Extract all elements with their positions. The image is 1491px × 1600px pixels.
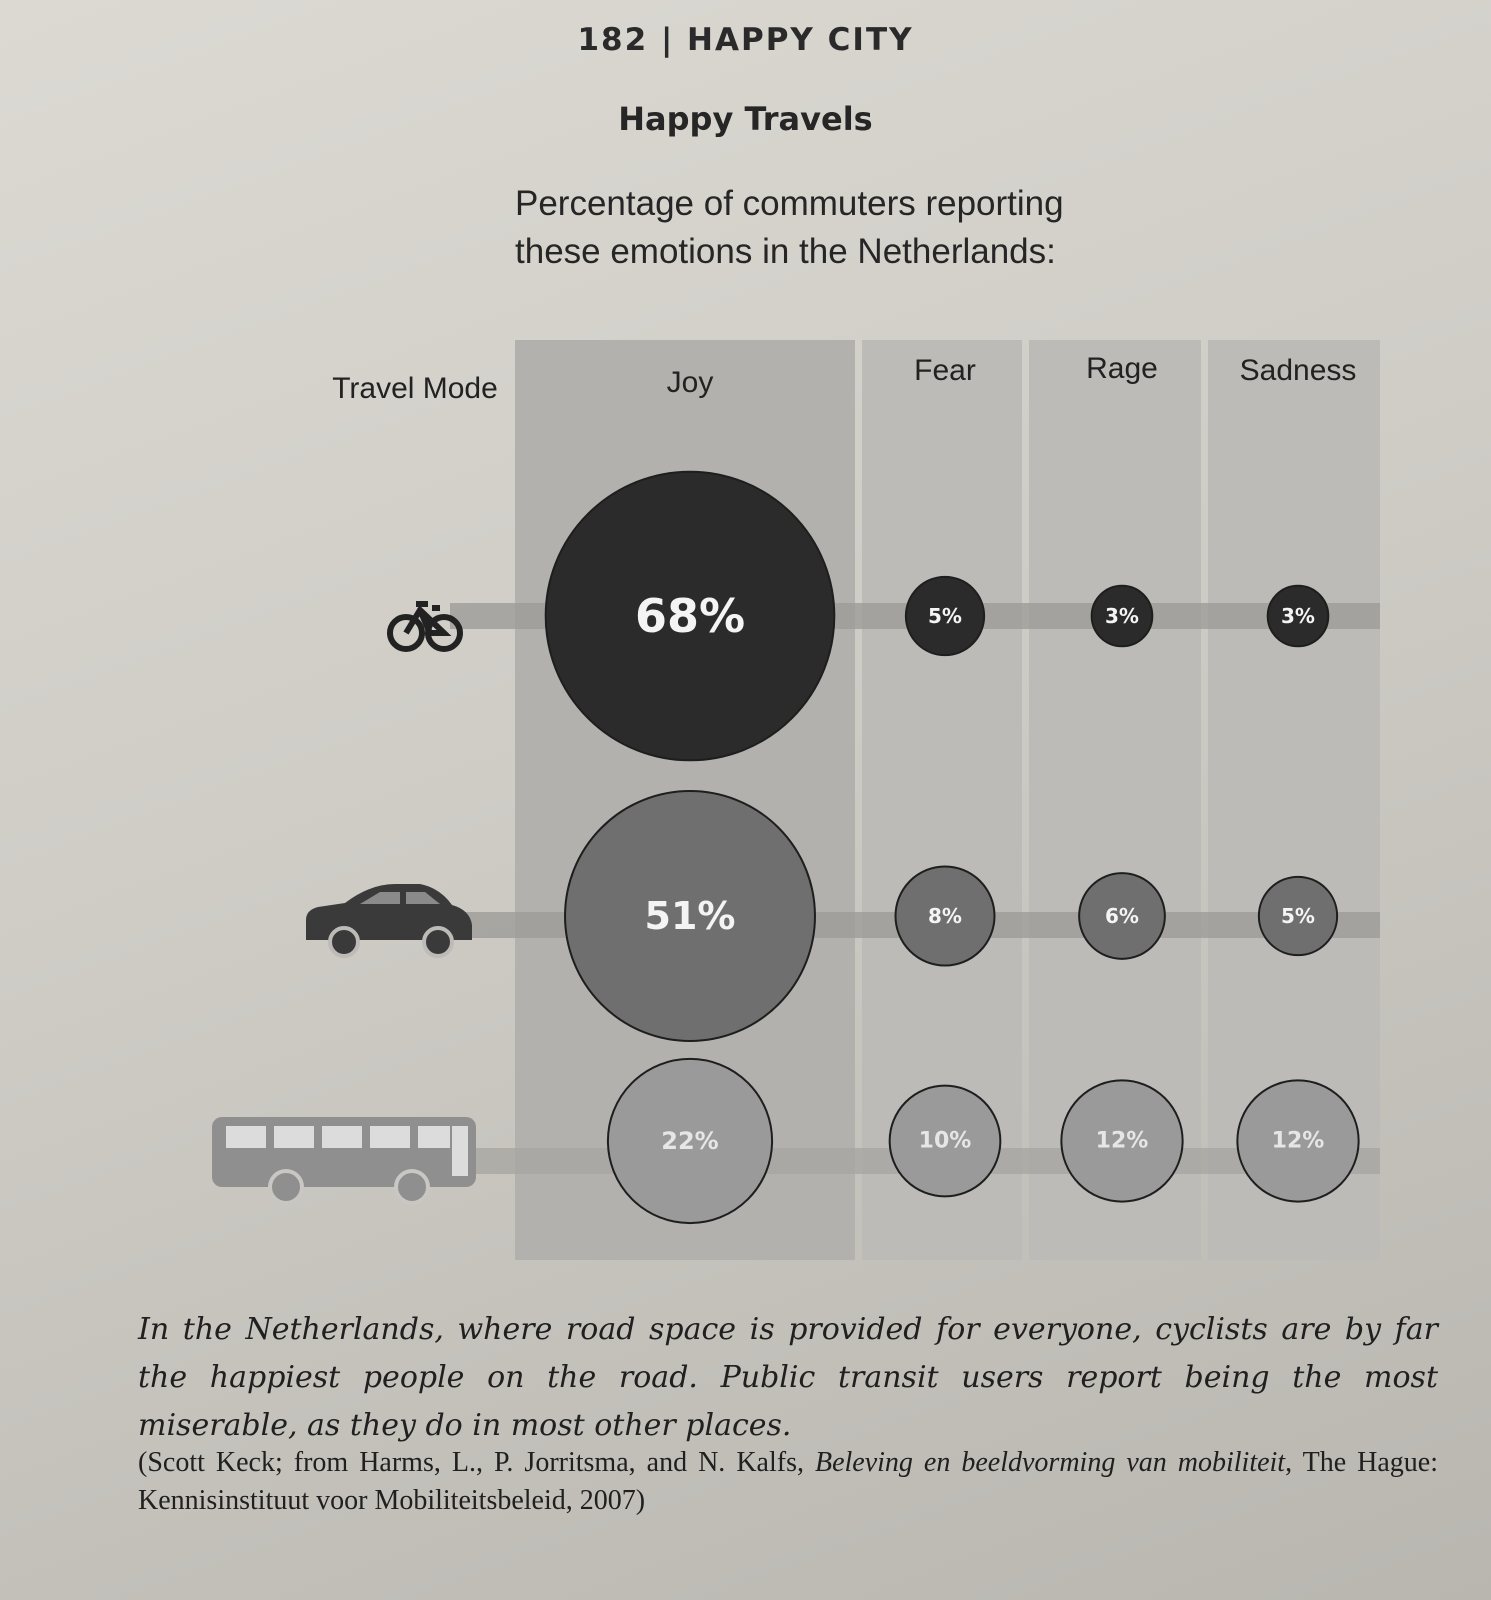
running-head: 182 | HAPPY CITY (577, 22, 914, 58)
subtitle-line-1: Percentage of commuters reporting (515, 184, 1064, 223)
bubble-label-bus-rage: 12% (1095, 1128, 1149, 1154)
bubble-label-bus-joy: 22% (661, 1127, 719, 1155)
credit-book-title: Beleving en beeldvorming van mobiliteit (814, 1447, 1286, 1478)
bubble-label-car-joy: 51% (644, 894, 736, 938)
bubble-label-car-fear: 8% (928, 904, 962, 928)
bubble-label-car-sadness: 5% (1281, 904, 1315, 928)
bus-icon (212, 1117, 476, 1203)
column-header-fear: Fear (914, 354, 976, 387)
credit-prefix: (Scott Keck; from Harms, L., P. Jorritsma, and N. Kalfs, (138, 1447, 815, 1478)
column-header-rage: Rage (1086, 352, 1158, 385)
figure-credit (138, 1444, 1438, 1520)
bubble-label-bicycle-sadness: 3% (1281, 604, 1315, 628)
bubble-label-bicycle-fear: 5% (928, 604, 962, 628)
column-header-joy: Joy (666, 366, 714, 399)
subtitle-line-2: these emotions in the Netherlands: (515, 232, 1056, 271)
column-header-sadness: Sadness (1239, 354, 1357, 387)
figure-title: Happy Travels (618, 100, 873, 138)
bubble-label-bicycle-rage: 3% (1105, 604, 1139, 628)
figure-caption: In the Netherlands, where road space is provided for everyone, cyclists are by far the happiest people on the road. Public transit users report being the most miserable, as they do in most other places. (138, 1312, 1438, 1443)
bubble-label-bicycle-joy: 68% (634, 589, 746, 643)
bubble-label-bus-fear: 10% (918, 1128, 972, 1154)
bubble-label-car-rage: 6% (1105, 904, 1139, 928)
bicycle-icon (390, 604, 460, 649)
credit-suffix: , The Hague: Kennisinstituut voor Mobiliteitsbeleid, 2007) (138, 1447, 1438, 1516)
row-header-travel-mode: Travel Mode (332, 372, 498, 405)
bubble-label-bus-sadness: 12% (1271, 1128, 1325, 1154)
car-icon (306, 884, 472, 956)
